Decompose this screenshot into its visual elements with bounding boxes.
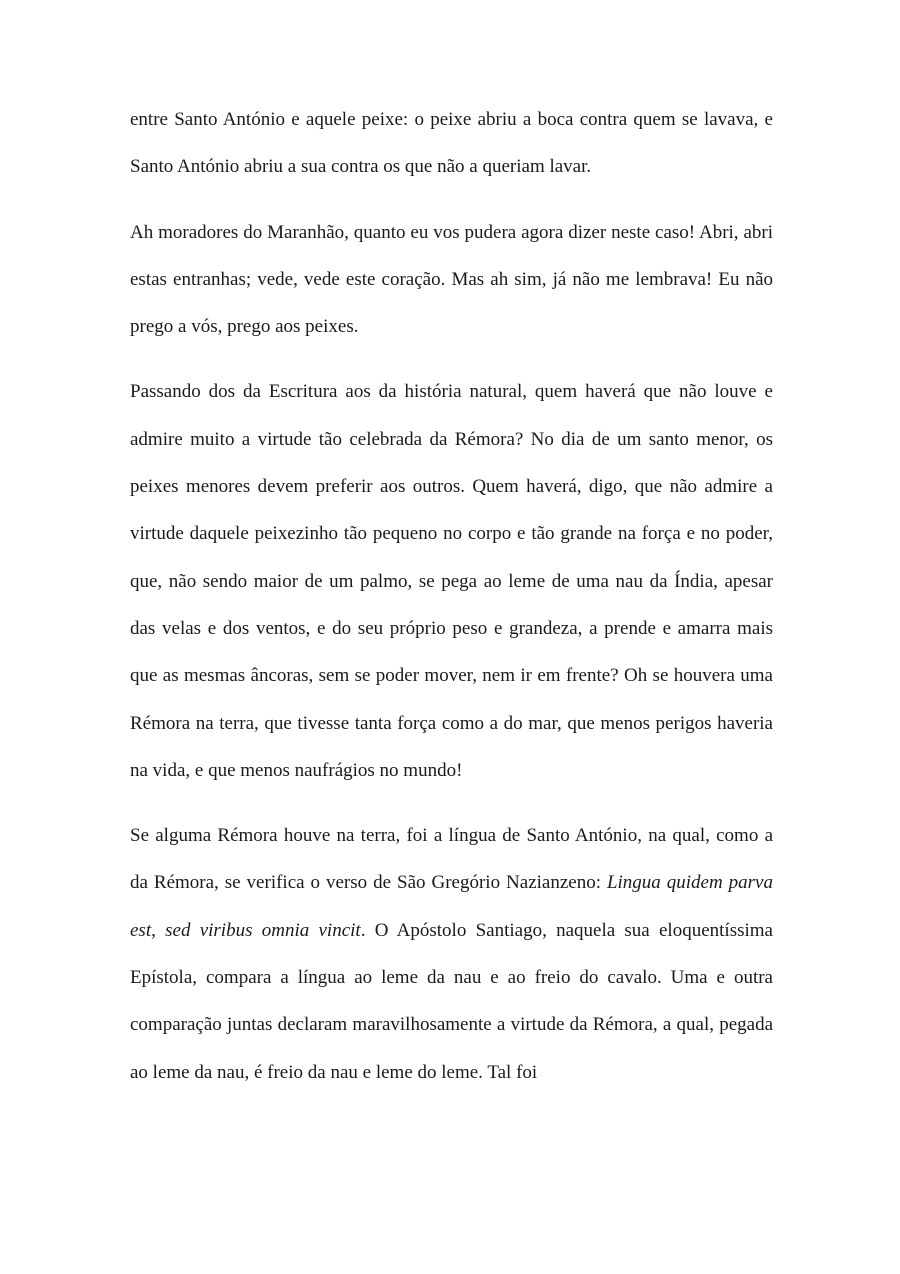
paragraph-1: entre Santo António e aquele peixe: o peixe abriu a boca contra quem se lavava, e Santo António abriu a sua contra os que não a queriam lavar.: [130, 109, 773, 178]
paragraph-4: [130, 812, 773, 1096]
paragraph-3: Passando dos da Escritura aos da história natural, quem haverá que não louve e admire muito a virtude tão celebrada da Rémora? No dia de um santo menor, os peixes menores devem preferir aos outros. Quem haverá, digo, que não admire a virtude daquele peixezinho tão pequeno no corpo e tão grande na força e no poder, que, não sendo maior de um palmo, se pega ao leme de uma nau da Índia, apesar das velas e dos ventos, e do seu próprio peso e grandeza, a prende e amarra mais que as mesmas âncoras, sem se poder mover, nem ir em frente? Oh se houvera uma Rémora na terra, que tivesse tanta força como a do mar, que menos perigos haveria na vida, e que menos naufrágios no mundo!: [130, 381, 773, 781]
paragraph-4-text-before: Se alguma Rémora houve na terra, foi a língua de Santo António, na qual, como a da Rémora, se verifica o verso de São Gregório Nazianzeno:: [130, 825, 773, 894]
paragraph-4-text-after: . O Apóstolo Santiago, naquela sua eloquentíssima Epístola, compara a língua ao leme da nau e ao freio do cavalo. Uma e outra comparação juntas declaram maravilhosamente a virtude da Rémora, a qual, pegada ao leme da nau, é freio da nau e leme do leme. Tal foi: [130, 919, 773, 1083]
latin-quote: Lingua quidem parva est, sed viribus omnia vincit: [130, 872, 773, 941]
paragraph-2: Ah moradores do Maranhão, quanto eu vos pudera agora dizer neste caso! Abri, abri estas entranhas; vede, vede este coração. Mas ah sim, já não me lembrava! Eu não prego a vós, prego aos peixes.: [130, 221, 773, 338]
document-page: [130, 96, 773, 1096]
